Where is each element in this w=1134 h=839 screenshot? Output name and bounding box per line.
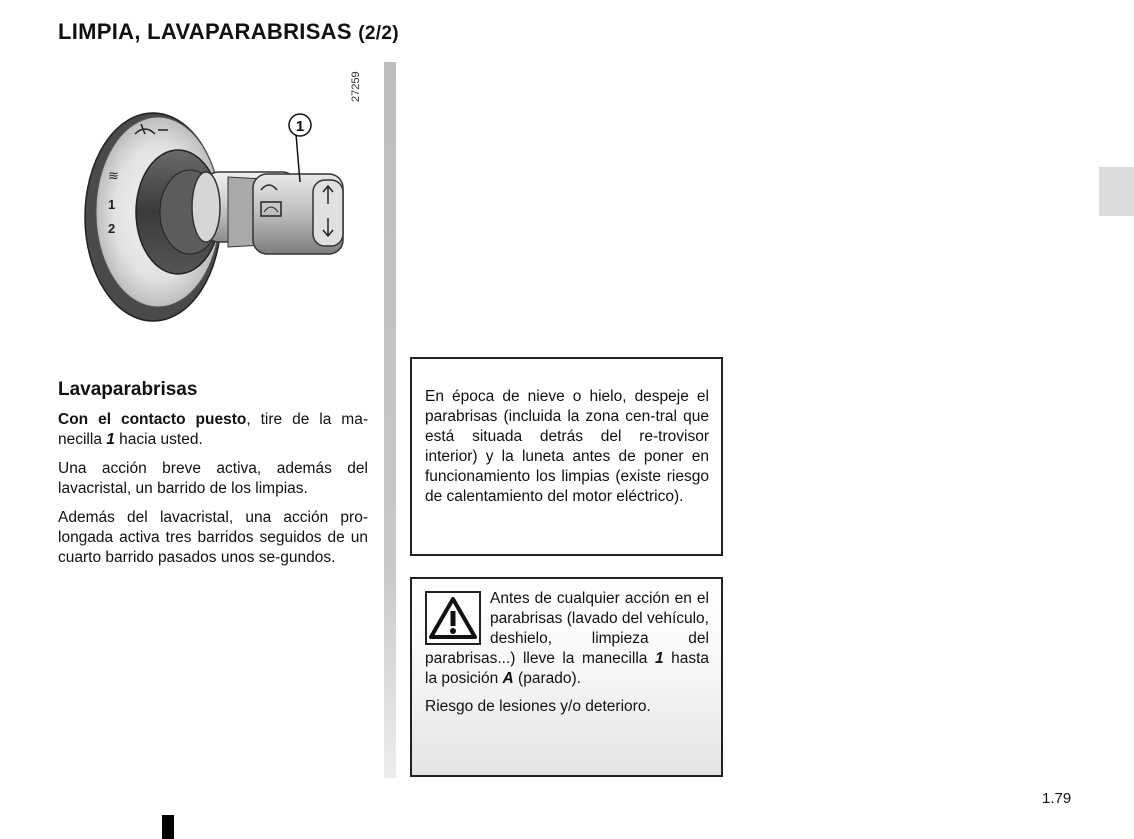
callout-number: 1 [295, 118, 305, 135]
page-number: 1.79 [1042, 790, 1072, 807]
column-divider-bar [384, 62, 396, 778]
paragraph-1 [58, 410, 368, 450]
wiper-stalk-illustration [78, 62, 378, 342]
paragraph-1-part-a: , tire de la ma-necilla [58, 411, 368, 448]
warning-triangle-icon [425, 591, 481, 645]
body-text [58, 410, 368, 577]
page-title-part: (2/2) [358, 23, 399, 44]
warning-paragraph-2: Riesgo de lesiones y/o deterioro. [425, 698, 651, 715]
paragraph-1-part-b: hacia usted. [114, 431, 203, 448]
paragraph-2: Una acción breve activa, además del lavacristal, un barrido de los limpias. [58, 460, 368, 497]
note-box [410, 357, 723, 556]
chapter-thumb-tab [1099, 167, 1134, 216]
paragraph-3: Además del lavacristal, una acción pro-longada activa tres barridos seguidos de un cuarto barrido pasados unos se-gundos. [58, 509, 368, 566]
page-title [58, 19, 399, 45]
warning-text-b: hasta la posición [425, 650, 709, 687]
ignition-condition: Con el contacto puesto [58, 411, 247, 428]
print-corner-mark [162, 815, 174, 839]
stalk-position-1: 1 [108, 197, 116, 212]
note-text: En época de nieve o hielo, despeje el parabrisas (incluida la zona cen-tral que está situada detrás del re-trovisor interior) y la luneta antes de poner en funcionamiento los limpias (existe riesgo de calentamiento del motor eléctrico). [425, 388, 709, 505]
warning-lever-number: 1 [654, 650, 664, 667]
warning-position-letter: A [502, 670, 514, 687]
lever-number: 1 [106, 431, 115, 448]
warning-text-a: Antes de cualquier acción en el parabrisas (lavado del vehículo, deshielo, limpieza del parabrisas...) lleve la manecilla [425, 590, 709, 667]
warning-text-c: (parado). [513, 670, 581, 687]
warning-box [410, 577, 723, 777]
stalk-position-2: 2 [108, 221, 116, 236]
figure-code-text: 27259 [350, 71, 362, 102]
section-title: Lavaparabrisas [58, 379, 198, 400]
page-title-text: LIMPIA, LAVAPARABRISAS [58, 19, 352, 44]
svg-text:≋: ≋ [108, 168, 119, 183]
